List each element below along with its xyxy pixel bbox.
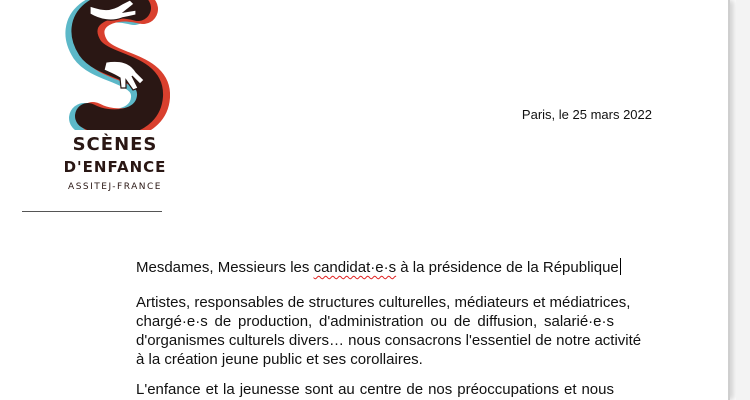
spellcheck-flagged-word[interactable]: candidat·e·s [313,259,397,276]
paragraph-line: Artistes, responsables de structures culturelles, médiateurs et médiatrices, [136,294,631,311]
salutation-prefix: Mesdames, Messieurs les [136,259,314,276]
paragraph-2[interactable] [136,380,614,399]
letter-salutation[interactable] [136,258,621,276]
text-cursor [620,258,621,275]
salutation-suffix: à la présidence de la République [396,259,619,276]
paragraph-line: à la création jeune public et ses corollaires. [136,351,423,368]
window-edge [736,0,750,400]
logo-subtitle: ASSITEJ-FRANCE [68,182,162,192]
logo-title-line1: SCÈNES [72,134,158,155]
header-divider [22,211,162,212]
paragraph-line: chargé·e·s de production, d'administration ou de diffusion, salarié·e·s [136,313,614,330]
paragraph-1[interactable] [136,293,642,369]
paragraph-line: d'organismes culturels divers… nous consacrons l'essentiel de notre activité [136,332,642,349]
scenes-denfance-logo [50,0,180,215]
logo-title-line2: D'ENFANCE [63,158,167,176]
paragraph-line: L'enfance et la jeunesse sont au centre de nos préoccupations et nous [136,381,614,398]
letter-date: Paris, le 25 mars 2022 [521,107,652,122]
logo-s-emblem [60,0,170,130]
